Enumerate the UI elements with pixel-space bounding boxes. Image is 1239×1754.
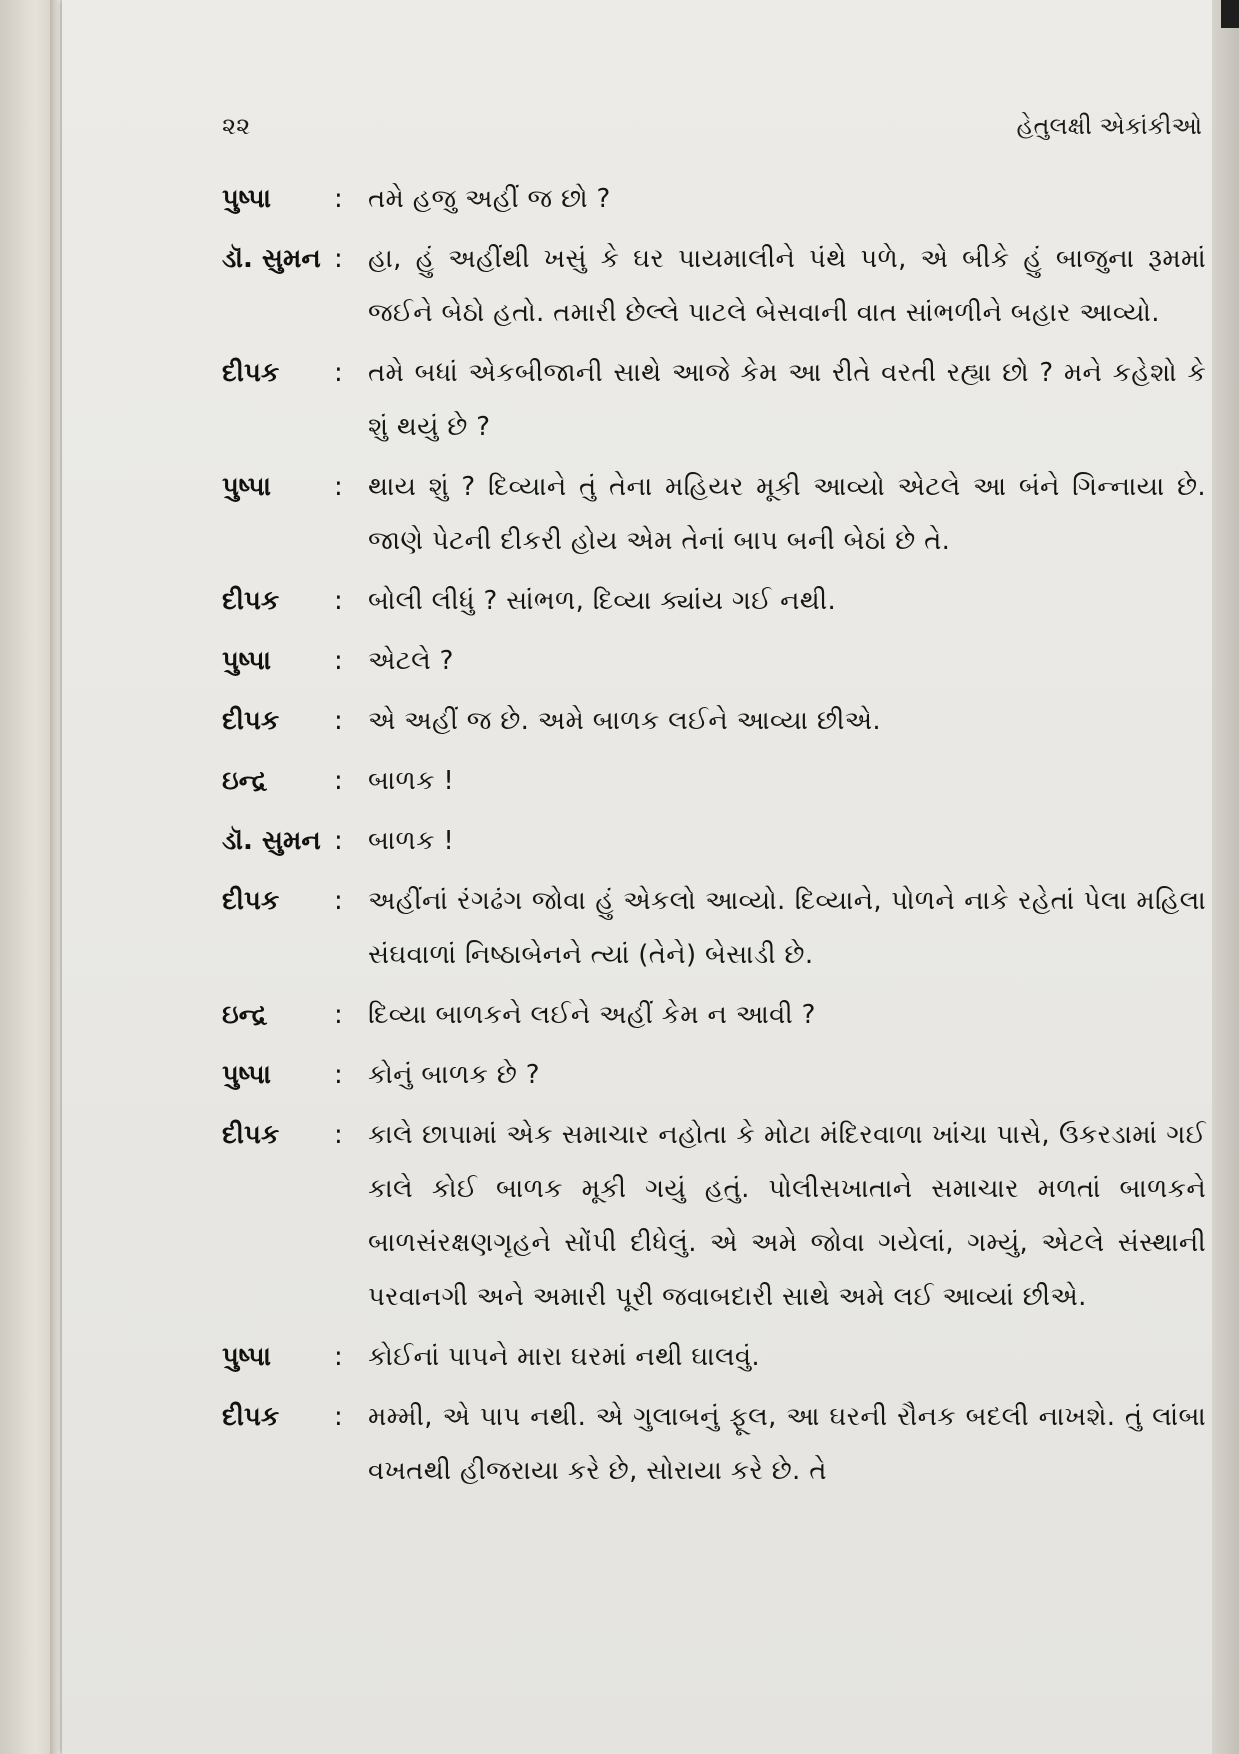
speaker-name: દીપક — [222, 1402, 280, 1432]
page-header — [222, 112, 1202, 152]
dialogue-line — [222, 634, 1206, 688]
dialogue-line — [222, 172, 1206, 226]
colon: : — [334, 586, 343, 616]
running-head: હેતુલક્ષી એકાંકીઓ — [1016, 112, 1202, 140]
colon: : — [334, 826, 343, 856]
dialogue-line — [222, 874, 1206, 982]
colon: : — [334, 184, 343, 214]
colon: : — [334, 244, 343, 274]
speaker-name: દીપક — [222, 358, 280, 388]
page-fold — [50, 0, 60, 1754]
speaker-name: ડૉ. સુમન — [222, 826, 321, 856]
dialogue-line — [222, 1048, 1206, 1102]
speaker-name: પુષ્પા — [222, 646, 271, 676]
speech-text: બાળક ! — [368, 826, 455, 856]
dialogue-line — [222, 460, 1206, 568]
dialogue-line — [222, 574, 1206, 628]
dialogue-line — [222, 988, 1206, 1042]
colon: : — [334, 766, 343, 796]
dialogue-list — [222, 172, 1206, 1504]
colon: : — [334, 646, 343, 676]
speaker-name: પુષ્પા — [222, 184, 271, 214]
colon: : — [334, 1120, 343, 1150]
speaker-name: પુષ્પા — [222, 1342, 271, 1372]
colon: : — [334, 706, 343, 736]
speech-text: એટલે ? — [368, 646, 454, 676]
speech-text: થાય શું ? દિવ્યાને તું તેના મહિયર મૂકી આવ્યો એટલે આ બંને ગિન્નાયા છે. જાણે પેટની દીકરી હોય એમ તેનાં બાપ બની બેઠાં છે તે. — [368, 472, 1206, 556]
speech-text: હા, હું અહીંથી ખસું કે ઘર પાયમાલીને પંથે પળે, એ બીકે હું બાજુના રૂમમાં જઈને બેઠો હતો. તમારી છેલ્લે પાટલે બેસવાની વાત સાંભળીને બહાર આવ્યો. — [368, 244, 1206, 328]
speech-text: તમે બધાં એકબીજાની સાથે આજે કેમ આ રીતે વરતી રહ્યા છો ? મને કહેશો કે શું થયું છે ? — [368, 358, 1206, 442]
speaker-name: દીપક — [222, 1120, 280, 1150]
speaker-name: ઇન્દ્ર — [222, 766, 268, 796]
dialogue-line — [222, 814, 1206, 868]
speech-text: તમે હજુ અહીં જ છો ? — [368, 184, 611, 214]
speech-text: અહીંનાં રંગઢંગ જોવા હું એકલો આવ્યો. દિવ્યાને, પોળને નાકે રહેતાં પેલા મહિલા સંઘવાળાં નિષ્ઠાબેનને ત્યાં (તેને) બેસાડી છે. — [368, 886, 1206, 970]
speech-text: કોનું બાળક છે ? — [368, 1060, 540, 1090]
speech-text: એ અહીં જ છે. અમે બાળક લઈને આવ્યા છીએ. — [368, 706, 881, 736]
speaker-name: પુષ્પા — [222, 472, 271, 502]
right-page-edge — [1212, 0, 1239, 1754]
speech-text: કોઈનાં પાપને મારા ઘરમાં નથી ઘાલવું. — [368, 1342, 760, 1372]
speech-text: દિવ્યા બાળકને લઈને અહીં કેમ ન આવી ? — [368, 1000, 816, 1030]
dialogue-line — [222, 754, 1206, 808]
speaker-name: દીપક — [222, 886, 280, 916]
dialogue-line — [222, 346, 1206, 454]
corner-shadow — [1221, 0, 1239, 28]
colon: : — [334, 1342, 343, 1372]
speaker-name: પુષ્પા — [222, 1060, 271, 1090]
speaker-name: દીપક — [222, 586, 280, 616]
speech-text: બોલી લીધું ? સાંભળ, દિવ્યા ક્યાંય ગઈ નથી. — [368, 586, 837, 616]
speech-text: બાળક ! — [368, 766, 455, 796]
dialogue-line — [222, 1390, 1206, 1498]
dialogue-line — [222, 694, 1206, 748]
colon: : — [334, 1000, 343, 1030]
colon: : — [334, 472, 343, 502]
page-number: ૨૨ — [222, 112, 251, 140]
speech-text: મમ્મી, એ પાપ નથી. એ ગુલાબનું ફૂલ, આ ઘરની રૌનક બદલી નાખશે. તું લાંબા વખતથી હીજરાયા કરે છે, સોરાયા કરે છે. તે — [368, 1402, 1206, 1486]
dialogue-line — [222, 1108, 1206, 1324]
colon: : — [334, 886, 343, 916]
colon: : — [334, 1402, 343, 1432]
colon: : — [334, 358, 343, 388]
dialogue-line — [222, 232, 1206, 340]
speaker-name: ડૉ. સુમન — [222, 244, 321, 274]
speaker-name: ઇન્દ્ર — [222, 1000, 268, 1030]
speech-text: કાલે છાપામાં એક સમાચાર નહોતા કે મોટા મંદિરવાળા ખાંચા પાસે, ઉકરડામાં ગઈ કાલે કોઈ બાળક મૂકી ગયું હતું. પોલીસખાતાને સમાચાર મળતાં બાળકને બાળસંરક્ષણગૃહને સોંપી દીધેલું. એ અમે જોવા ગયેલાં, ગમ્યું, એટલે સંસ્થાની પરવાનગી અને અમારી પૂરી જવાબદારી સાથે અમે લઈ આવ્યાં છીએ. — [368, 1120, 1206, 1312]
speaker-name: દીપક — [222, 706, 280, 736]
colon: : — [334, 1060, 343, 1090]
dialogue-line — [222, 1330, 1206, 1384]
